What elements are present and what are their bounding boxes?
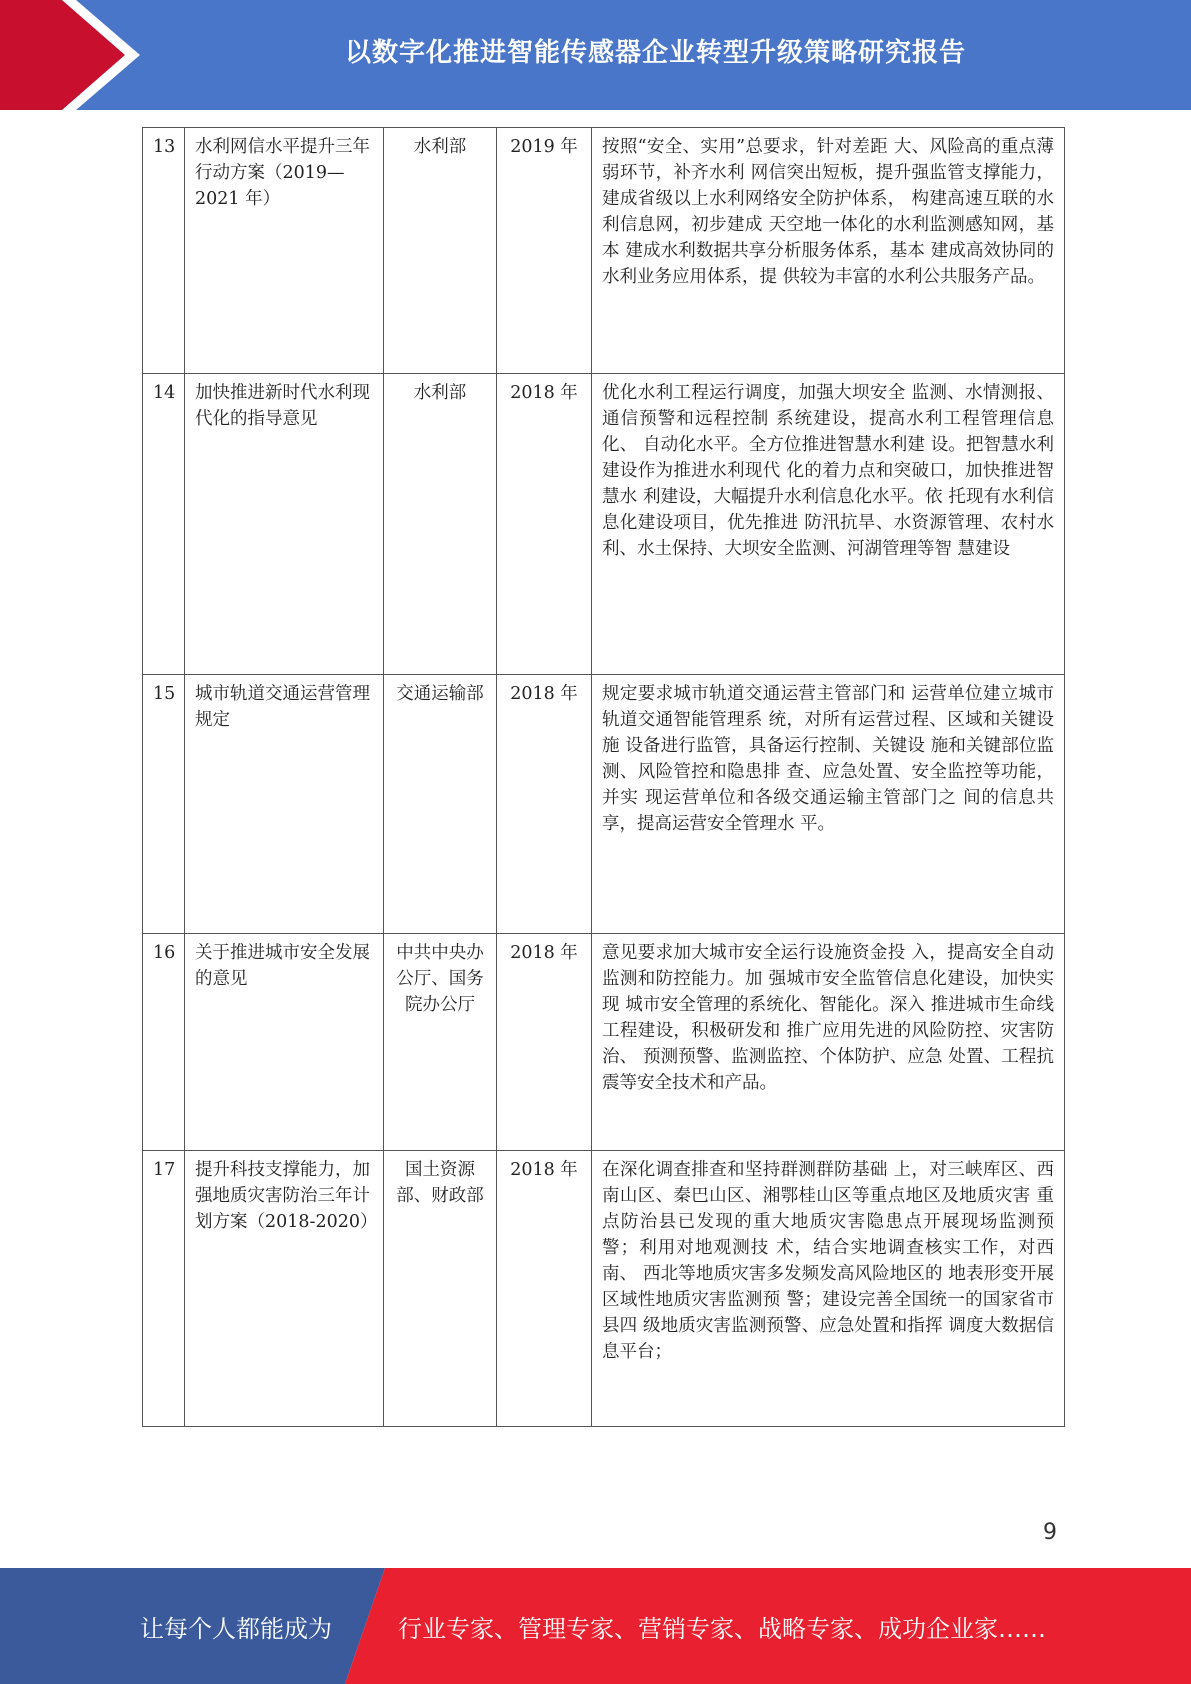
table-row [143,374,1065,675]
row-number: 15 [143,675,185,934]
row-number: 13 [143,128,185,374]
policy-description: 规定要求城市轨道交通运营主管部门和 运营单位建立城市轨道交通智能管理系 统，对所有运营过程、区域和关键设施 设备进行监管，具备运行控制、关键设 施和关键部位监测、风险管控和隐患排 查、应急处置、安全监控等功能，并实 现运营单位和各级交通运输主管部门之 间的信息共享，提高运营安全管理水 平。 [592,675,1065,934]
report-title: 以数字化推进智能传感器企业转型升级策略研究报告 [344,37,966,68]
issuing-department: 中共中央办公厅、国务院办公厅 [384,934,497,1151]
page-header [0,0,1191,110]
footer-slogan-left: 让每个人都能成为 [140,1614,332,1643]
row-number: 16 [143,934,185,1151]
policy-table [142,127,1065,1427]
footer-slogan-right: 行业专家、管理专家、营销专家、战略专家、成功企业家…… [398,1614,1046,1643]
policy-name: 城市轨道交通运营管理规定 [185,675,384,934]
issue-year: 2018 年 [497,675,592,934]
issuing-department: 交通运输部 [384,675,497,934]
table-row [143,675,1065,934]
row-number: 14 [143,374,185,675]
table-row [143,934,1065,1151]
table-row [143,128,1065,374]
issue-year: 2018 年 [497,934,592,1151]
issuing-department: 国土资源部、财政部 [384,1151,497,1427]
table-row [143,1151,1065,1427]
issuing-department: 水利部 [384,128,497,374]
policy-description: 意见要求加大城市安全运行设施资金投 入，提高安全自动监测和防控能力。加 强城市安全监管信息化建设，加快实现 城市安全管理的系统化、智能化。深入 推进城市生命线工程建设，积极研发和 推广应用先进的风险防控、灾害防治、 预测预警、监测监控、个体防护、应急 处置、工程抗震等安全技术和产品。 [592,934,1065,1151]
policy-description: 按照“安全、实用”总要求，针对差距 大、风险高的重点薄弱环节，补齐水利 网信突出短板，提升强监管支撑能力， 建成省级以上水利网络安全防护体系， 构建高速互联的水利信息网，初步建成 天空地一体化的水利监测感知网，基本 建成水利数据共享分析服务体系，基本 建成高效协同的水利业务应用体系，提 供较为丰富的水利公共服务产品。 [592,128,1065,374]
policy-name: 水利网信水平提升三年行动方案（2019—2021 年） [185,128,384,374]
row-number: 17 [143,1151,185,1427]
issuing-department: 水利部 [384,374,497,675]
header-arrow-decoration [0,0,150,110]
issue-year: 2019 年 [497,128,592,374]
policy-name: 加快推进新时代水利现代化的指导意见 [185,374,384,675]
issue-year: 2018 年 [497,1151,592,1427]
policy-description: 优化水利工程运行调度，加强大坝安全 监测、水情测报、通信预警和远程控制 系统建设，提高水利工程管理信息化、 自动化水平。全方位推进智慧水利建 设。把智慧水利建设作为推进水利现代 化的着力点和突破口，加快推进智慧水 利建设，大幅提升水利信息化水平。依 托现有水利信息化建设项目，优先推进 防汛抗旱、水资源管理、农村水利、水土保持、大坝安全监测、河湖管理等智 慧建设 [592,374,1065,675]
page-footer [0,1568,1191,1684]
page-number: 9 [1043,1520,1057,1545]
issue-year: 2018 年 [497,374,592,675]
policy-name: 提升科技支撑能力，加强地质灾害防治三年计划方案（2018-2020） [185,1151,384,1427]
policy-description: 在深化调查排查和坚持群测群防基础 上，对三峡库区、西南山区、秦巴山区、湘鄂桂山区等重点地区及地质灾害 重点防治县已发现的重大地质灾害隐患点开展现场监测预警；利用对地观测技 术，结合实地调查核实工作，对西南、 西北等地质灾害多发频发高风险地区的 地表形变开展区域性地质灾害监测预 警；建设完善全国统一的国家省市县四 级地质灾害监测预警、应急处置和指挥 调度大数据信息平台； [592,1151,1065,1427]
policy-name: 关于推进城市安全发展的意见 [185,934,384,1151]
